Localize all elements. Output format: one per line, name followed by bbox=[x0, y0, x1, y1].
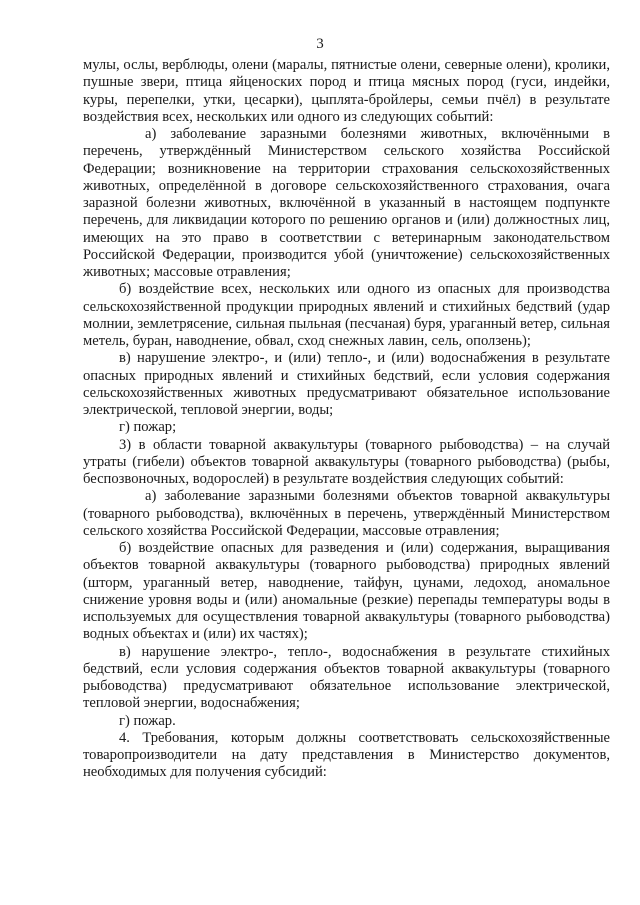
paragraph-subitem-b: б) воздействие всех, нескольких или одного из опасных для производства сельскохозяйственной продукции природных явлений и стихийных бедствий (удар молнии, землетрясение, сильная пыльная (песчаная) буря, ураганный ветер, сильная метель, буран, наводнение, обвал, сход снежных лавин, сель, оползень); bbox=[83, 281, 610, 349]
paragraph-item-3-b: б) воздействие опасных для разведения и (или) содержания, выращивания объектов товарной аквакультуры (товарного рыбоводства) природных явлений (шторм, ураганный ветер, наводнение, тайфун, цунами, ледоход, аномальное снижение уровня воды и (или) аномальные (резкие) перепады температуры воды в используемых для осуществления товарной аквакультуры (товарного рыбоводства) водных объектах и (или) их частях); bbox=[83, 540, 610, 643]
paragraph-subitem-a: а) заболевание заразными болезнями животных, включёнными в перечень, утверждённый Министерством сельского хозяйства Российской Федерации; возникновение на территории страхования сельскохозяйственных животных, определённой в договоре сельскохозяйственного страхования, очага заразной болезни животных, включённой в указанный в настоящем подпункте перечень, для ликвидации которого по решению органов и (или) должностных лиц, имеющих на это право в соответствии с ветеринарным законодательством Российской Федерации, производится убой (уничтожение) сельскохозяйственных животных; массовые отравления; bbox=[83, 126, 610, 280]
paragraph-item-3: 3) в области товарной аквакультуры (товарного рыбоводства) – на случай утраты (гибели) объектов товарной аквакультуры (товарного рыбоводства) (рыбы, беспозвоночных, водорослей) в результате воздействия следующих событий: bbox=[83, 436, 610, 487]
paragraph-item-4: 4. Требования, которым должны соответствовать сельскохозяйственные товаропроизводители на дату представления в Министерство документов, необходимых для получения субсидий: bbox=[83, 729, 610, 781]
paragraph-item-3-v: в) нарушение электро-, тепло-, водоснабжения в результате стихийных бедствий, если условия содержания объектов товарной аквакультуры (товарного рыбоводства) предусматривают обязательное использование электрической, тепловой энергии, водоснабжения; bbox=[83, 643, 610, 712]
paragraph-item-3-g: г) пожар. bbox=[119, 712, 176, 729]
paragraph-subitem-g: г) пожар; bbox=[119, 419, 177, 436]
document-body bbox=[83, 57, 610, 782]
page-number: 3 bbox=[316, 36, 324, 52]
paragraph-item-3-a: а) заболевание заразными болезнями объектов товарной аквакультуры (товарного рыбоводства), включённых в перечень, утверждённый Министерством сельского хозяйства Российской Федерации, массовые отравления; bbox=[83, 488, 610, 539]
paragraph-subitem-v: в) нарушение электро-, и (или) тепло-, и (или) водоснабжения в результате опасных природных явлений и стихийных бедствий, если условия содержания сельскохозяйственных животных предусматривают обязательное использование электрической, тепловой энергии, воды; bbox=[83, 350, 610, 418]
paragraph-continuation: мулы, ослы, верблюды, олени (маралы, пятнистые олени, северные олени), кролики, пушные звери, птица яйценоских пород и птица мясных пород (гуси, индейки, куры, перепелки, утки, цесарки), цыплята-бройлеры, семьи пчёл) в результате воздействия всех, нескольких или одного из следующих событий: bbox=[83, 57, 610, 125]
